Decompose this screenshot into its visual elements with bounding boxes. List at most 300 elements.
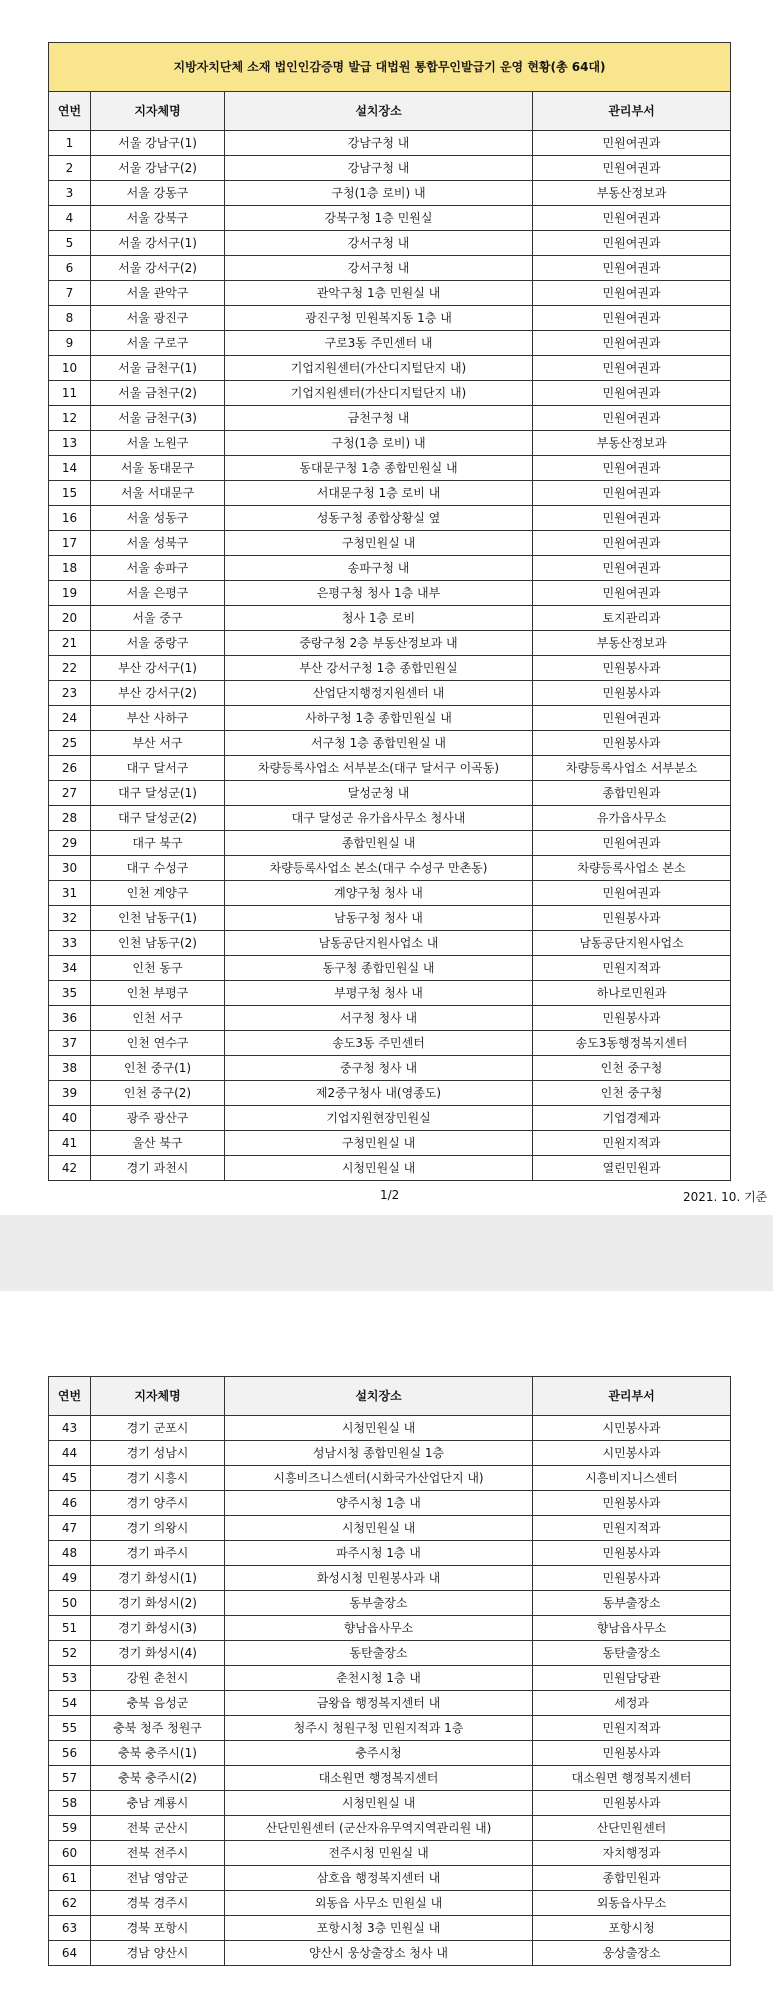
cell-department: 동부출장소	[533, 1591, 731, 1616]
cell-municipality: 서울 구로구	[91, 331, 225, 356]
cell-department: 기업경제과	[533, 1106, 731, 1131]
header-location: 설치장소	[225, 92, 533, 131]
cell-department: 남동공단지원사업소	[533, 931, 731, 956]
table-row	[49, 581, 731, 606]
table-row	[49, 206, 731, 231]
cell-department: 차량등록사업소 서부분소	[533, 756, 731, 781]
cell-department: 세정과	[533, 1691, 731, 1716]
cell-location: 포항시청 3층 민원실 내	[225, 1916, 533, 1941]
table-row	[49, 1056, 731, 1081]
table-row	[49, 1841, 731, 1866]
cell-location: 산단민원센터 (군산자유무역지역관리원 내)	[225, 1816, 533, 1841]
header-location: 설치장소	[225, 1377, 533, 1416]
cell-department: 민원담당관	[533, 1666, 731, 1691]
cell-municipality: 서울 관악구	[91, 281, 225, 306]
cell-no: 26	[49, 756, 91, 781]
cell-municipality: 대구 북구	[91, 831, 225, 856]
cell-location: 계양구청 청사 내	[225, 881, 533, 906]
cell-no: 21	[49, 631, 91, 656]
cell-department: 민원봉사과	[533, 681, 731, 706]
cell-municipality: 서울 강동구	[91, 181, 225, 206]
header-department: 관리부서	[533, 1377, 731, 1416]
cell-municipality: 서울 서대문구	[91, 481, 225, 506]
cell-no: 54	[49, 1691, 91, 1716]
cell-municipality: 전남 영암군	[91, 1866, 225, 1891]
cell-department: 민원여권과	[533, 481, 731, 506]
cell-municipality: 경기 파주시	[91, 1541, 225, 1566]
cell-no: 35	[49, 981, 91, 1006]
cell-no: 53	[49, 1666, 91, 1691]
cell-location: 구청민원실 내	[225, 1131, 533, 1156]
cell-location: 춘천시청 1층 내	[225, 1666, 533, 1691]
cell-department: 하나로민원과	[533, 981, 731, 1006]
cell-no: 10	[49, 356, 91, 381]
cell-department: 민원봉사과	[533, 1541, 731, 1566]
table-row	[49, 781, 731, 806]
cell-department: 민원봉사과	[533, 1791, 731, 1816]
cell-municipality: 서울 성북구	[91, 531, 225, 556]
cell-department: 민원여권과	[533, 331, 731, 356]
cell-location: 성동구청 종합상황실 옆	[225, 506, 533, 531]
header-no: 연번	[49, 1377, 91, 1416]
cell-municipality: 충북 음성군	[91, 1691, 225, 1716]
cell-location: 제2중구청사 내(영종도)	[225, 1081, 533, 1106]
cell-no: 17	[49, 531, 91, 556]
cell-department: 종합민원과	[533, 1866, 731, 1891]
cell-location: 강남구청 내	[225, 156, 533, 181]
cell-municipality: 서울 송파구	[91, 556, 225, 581]
table-row	[49, 631, 731, 656]
cell-department: 대소원면 행정복지센터	[533, 1766, 731, 1791]
cell-no: 56	[49, 1741, 91, 1766]
cell-location: 부평구청 청사 내	[225, 981, 533, 1006]
cell-location: 서구청 1층 종합민원실 내	[225, 731, 533, 756]
cell-location: 기업지원센터(가산디지털단지 내)	[225, 356, 533, 381]
cell-department: 민원여권과	[533, 706, 731, 731]
cell-location: 사하구청 1층 종합민원실 내	[225, 706, 533, 731]
cell-municipality: 강원 춘천시	[91, 1666, 225, 1691]
cell-no: 30	[49, 856, 91, 881]
cell-department: 유가읍사무소	[533, 806, 731, 831]
table-row	[49, 1566, 731, 1591]
cell-location: 금왕읍 행정복지센터 내	[225, 1691, 533, 1716]
table-row	[49, 406, 731, 431]
cell-location: 차량등록사업소 서부분소(대구 달서구 이곡동)	[225, 756, 533, 781]
cell-municipality: 전북 군산시	[91, 1816, 225, 1841]
cell-no: 62	[49, 1891, 91, 1916]
cell-department: 부동산정보과	[533, 181, 731, 206]
cell-municipality: 인천 계양구	[91, 881, 225, 906]
cell-no: 60	[49, 1841, 91, 1866]
cell-municipality: 서울 중구	[91, 606, 225, 631]
table-row	[49, 1816, 731, 1841]
table-row	[49, 231, 731, 256]
table-row	[49, 1131, 731, 1156]
cell-no: 50	[49, 1591, 91, 1616]
table-row	[49, 1081, 731, 1106]
cell-municipality: 부산 강서구(2)	[91, 681, 225, 706]
table-row	[49, 1691, 731, 1716]
table-row	[49, 956, 731, 981]
table-row	[49, 181, 731, 206]
cell-location: 시청민원실 내	[225, 1416, 533, 1441]
table-row	[49, 156, 731, 181]
cell-municipality: 경기 화성시(3)	[91, 1616, 225, 1641]
table-row	[49, 706, 731, 731]
cell-department: 포항시청	[533, 1916, 731, 1941]
table-row	[49, 481, 731, 506]
cell-no: 40	[49, 1106, 91, 1131]
cell-no: 18	[49, 556, 91, 581]
cell-municipality: 부산 사하구	[91, 706, 225, 731]
installation-table-page-2	[48, 1376, 731, 1966]
cell-department: 민원여권과	[533, 356, 731, 381]
cell-municipality: 경기 화성시(2)	[91, 1591, 225, 1616]
table-row	[49, 606, 731, 631]
table-row	[49, 931, 731, 956]
cell-department: 시민봉사과	[533, 1441, 731, 1466]
cell-municipality: 인천 중구(1)	[91, 1056, 225, 1081]
cell-department: 민원여권과	[533, 881, 731, 906]
cell-municipality: 경북 포항시	[91, 1916, 225, 1941]
cell-no: 3	[49, 181, 91, 206]
cell-location: 전주시청 민원실 내	[225, 1841, 533, 1866]
cell-location: 시흥비즈니스센터(시화국가산업단지 내)	[225, 1466, 533, 1491]
cell-department: 민원지적과	[533, 1131, 731, 1156]
cell-location: 성남시청 종합민원실 1층	[225, 1441, 533, 1466]
cell-no: 36	[49, 1006, 91, 1031]
cell-location: 양주시청 1층 내	[225, 1491, 533, 1516]
cell-department: 인천 중구청	[533, 1056, 731, 1081]
cell-location: 향남읍사무소	[225, 1616, 533, 1641]
cell-location: 구로3동 주민센터 내	[225, 331, 533, 356]
cell-department: 부동산정보과	[533, 631, 731, 656]
cell-department: 민원봉사과	[533, 731, 731, 756]
cell-municipality: 서울 강북구	[91, 206, 225, 231]
table-title: 지방자치단체 소재 법인인감증명 발급 대법원 통합무인발급기 운영 현황(총 64대)	[49, 43, 731, 92]
cell-location: 시청민원실 내	[225, 1156, 533, 1181]
cell-no: 63	[49, 1916, 91, 1941]
cell-no: 47	[49, 1516, 91, 1541]
cell-location: 강서구청 내	[225, 256, 533, 281]
cell-department: 민원봉사과	[533, 906, 731, 931]
cell-no: 41	[49, 1131, 91, 1156]
cell-municipality: 서울 중랑구	[91, 631, 225, 656]
cell-location: 송도3동 주민센터	[225, 1031, 533, 1056]
table-row	[49, 131, 731, 156]
cell-no: 43	[49, 1416, 91, 1441]
table-row	[49, 1641, 731, 1666]
cell-no: 11	[49, 381, 91, 406]
cell-no: 33	[49, 931, 91, 956]
cell-no: 39	[49, 1081, 91, 1106]
table-title-row	[49, 43, 731, 92]
table-row	[49, 981, 731, 1006]
table-row	[49, 656, 731, 681]
cell-municipality: 경기 화성시(1)	[91, 1566, 225, 1591]
cell-municipality: 울산 북구	[91, 1131, 225, 1156]
cell-department: 민원여권과	[533, 131, 731, 156]
cell-no: 34	[49, 956, 91, 981]
cell-location: 구청(1층 로비) 내	[225, 181, 533, 206]
table-row	[49, 1591, 731, 1616]
cell-location: 남동구청 청사 내	[225, 906, 533, 931]
cell-department: 차량등록사업소 본소	[533, 856, 731, 881]
cell-department: 시민봉사과	[533, 1416, 731, 1441]
table-row	[49, 331, 731, 356]
cell-location: 종합민원실 내	[225, 831, 533, 856]
table-row	[49, 281, 731, 306]
cell-location: 서대문구청 1층 로비 내	[225, 481, 533, 506]
cell-municipality: 경기 군포시	[91, 1416, 225, 1441]
cell-municipality: 인천 중구(2)	[91, 1081, 225, 1106]
table-row	[49, 381, 731, 406]
cell-no: 37	[49, 1031, 91, 1056]
table-row	[49, 881, 731, 906]
cell-no: 61	[49, 1866, 91, 1891]
cell-location: 광진구청 민원복지동 1층 내	[225, 306, 533, 331]
table-row	[49, 431, 731, 456]
cell-no: 23	[49, 681, 91, 706]
cell-department: 민원여권과	[533, 156, 731, 181]
cell-municipality: 충남 계룡시	[91, 1791, 225, 1816]
cell-location: 청주시 청원구청 민원지적과 1층	[225, 1716, 533, 1741]
table-row	[49, 256, 731, 281]
table-row	[49, 1891, 731, 1916]
cell-department: 민원여권과	[533, 831, 731, 856]
cell-municipality: 인천 서구	[91, 1006, 225, 1031]
cell-department: 민원봉사과	[533, 1741, 731, 1766]
cell-department: 민원여권과	[533, 281, 731, 306]
page-number: 1/2	[380, 1188, 400, 1202]
cell-no: 64	[49, 1941, 91, 1966]
cell-municipality: 경북 경주시	[91, 1891, 225, 1916]
table-row	[49, 1156, 731, 1181]
cell-municipality: 인천 남동구(2)	[91, 931, 225, 956]
cell-no: 20	[49, 606, 91, 631]
cell-location: 서구청 청사 내	[225, 1006, 533, 1031]
cell-location: 충주시청	[225, 1741, 533, 1766]
cell-location: 대구 달성군 유가읍사무소 청사내	[225, 806, 533, 831]
table-row	[49, 1516, 731, 1541]
table-row	[49, 456, 731, 481]
cell-no: 45	[49, 1466, 91, 1491]
cell-location: 산업단지행정지원센터 내	[225, 681, 533, 706]
cell-location: 시청민원실 내	[225, 1791, 533, 1816]
table-row	[49, 1866, 731, 1891]
header-department: 관리부서	[533, 92, 731, 131]
cell-municipality: 대구 달성군(1)	[91, 781, 225, 806]
header-row	[49, 92, 731, 131]
table-row	[49, 1616, 731, 1641]
cell-no: 44	[49, 1441, 91, 1466]
cell-department: 민원봉사과	[533, 1566, 731, 1591]
cell-department: 민원여권과	[533, 256, 731, 281]
cell-no: 6	[49, 256, 91, 281]
cell-municipality: 서울 강서구(1)	[91, 231, 225, 256]
cell-municipality: 서울 동대문구	[91, 456, 225, 481]
cell-department: 민원여권과	[533, 506, 731, 531]
cell-department: 민원여권과	[533, 206, 731, 231]
cell-location: 기업지원센터(가산디지털단지 내)	[225, 381, 533, 406]
cell-no: 14	[49, 456, 91, 481]
table-row	[49, 1441, 731, 1466]
cell-location: 부산 강서구청 1층 종합민원실	[225, 656, 533, 681]
cell-department: 민원봉사과	[533, 656, 731, 681]
cell-no: 55	[49, 1716, 91, 1741]
cell-location: 금천구청 내	[225, 406, 533, 431]
table-row	[49, 756, 731, 781]
table-row	[49, 1416, 731, 1441]
table-row	[49, 681, 731, 706]
cell-location: 강북구청 1층 민원실	[225, 206, 533, 231]
cell-department: 민원지적과	[533, 1516, 731, 1541]
table-row	[49, 1941, 731, 1966]
cell-location: 구청(1층 로비) 내	[225, 431, 533, 456]
cell-location: 중랑구청 2층 부동산정보과 내	[225, 631, 533, 656]
cell-municipality: 서울 금천구(1)	[91, 356, 225, 381]
cell-location: 강서구청 내	[225, 231, 533, 256]
cell-no: 22	[49, 656, 91, 681]
cell-department: 송도3동행정복지센터	[533, 1031, 731, 1056]
cell-department: 부동산정보과	[533, 431, 731, 456]
table-row	[49, 1791, 731, 1816]
cell-location: 양산시 웅상출장소 청사 내	[225, 1941, 533, 1966]
cell-department: 민원지적과	[533, 956, 731, 981]
cell-department: 민원봉사과	[533, 1491, 731, 1516]
cell-municipality: 서울 강남구(1)	[91, 131, 225, 156]
cell-location: 동부출장소	[225, 1591, 533, 1616]
cell-municipality: 서울 노원구	[91, 431, 225, 456]
cell-department: 민원여권과	[533, 531, 731, 556]
cell-no: 13	[49, 431, 91, 456]
table-row	[49, 806, 731, 831]
cell-location: 파주시청 1층 내	[225, 1541, 533, 1566]
cell-location: 동구청 종합민원실 내	[225, 956, 533, 981]
cell-municipality: 인천 남동구(1)	[91, 906, 225, 931]
cell-municipality: 서울 성동구	[91, 506, 225, 531]
cell-no: 1	[49, 131, 91, 156]
cell-no: 59	[49, 1816, 91, 1841]
cell-no: 58	[49, 1791, 91, 1816]
cell-location: 중구청 청사 내	[225, 1056, 533, 1081]
table-row	[49, 1106, 731, 1131]
cell-municipality: 인천 부평구	[91, 981, 225, 1006]
cell-municipality: 경기 과천시	[91, 1156, 225, 1181]
cell-department: 민원여권과	[533, 381, 731, 406]
table-row	[49, 1006, 731, 1031]
cell-municipality: 인천 연수구	[91, 1031, 225, 1056]
cell-location: 청사 1층 로비	[225, 606, 533, 631]
table-row	[49, 856, 731, 881]
cell-department: 민원여권과	[533, 581, 731, 606]
cell-location: 달성군청 내	[225, 781, 533, 806]
header-row	[49, 1377, 731, 1416]
table-row	[49, 531, 731, 556]
cell-no: 2	[49, 156, 91, 181]
cell-department: 민원여권과	[533, 556, 731, 581]
cell-department: 향남읍사무소	[533, 1616, 731, 1641]
table-row	[49, 1491, 731, 1516]
cell-department: 시흥비지니스센터	[533, 1466, 731, 1491]
installation-table-page-1	[48, 42, 731, 1181]
cell-no: 8	[49, 306, 91, 331]
cell-department: 산단민원센터	[533, 1816, 731, 1841]
header-municipality: 지자체명	[91, 92, 225, 131]
cell-department: 인천 중구청	[533, 1081, 731, 1106]
cell-no: 51	[49, 1616, 91, 1641]
cell-location: 기업지원현장민원실	[225, 1106, 533, 1131]
cell-no: 25	[49, 731, 91, 756]
cell-department: 민원여권과	[533, 406, 731, 431]
cell-no: 15	[49, 481, 91, 506]
cell-location: 외동읍 사무소 민원실 내	[225, 1891, 533, 1916]
cell-no: 12	[49, 406, 91, 431]
cell-municipality: 서울 은평구	[91, 581, 225, 606]
cell-location: 동탄출장소	[225, 1641, 533, 1666]
cell-no: 16	[49, 506, 91, 531]
table-row	[49, 831, 731, 856]
cell-location: 대소원면 행정복지센터	[225, 1766, 533, 1791]
cell-location: 구청민원실 내	[225, 531, 533, 556]
cell-municipality: 부산 서구	[91, 731, 225, 756]
cell-department: 웅상출장소	[533, 1941, 731, 1966]
table-row	[49, 506, 731, 531]
cell-location: 화성시청 민원봉사과 내	[225, 1566, 533, 1591]
cell-municipality: 충북 충주시(1)	[91, 1741, 225, 1766]
cell-no: 9	[49, 331, 91, 356]
header-municipality: 지자체명	[91, 1377, 225, 1416]
cell-location: 삼호읍 행정복지센터 내	[225, 1866, 533, 1891]
cell-department: 자치행정과	[533, 1841, 731, 1866]
cell-no: 7	[49, 281, 91, 306]
cell-location: 강남구청 내	[225, 131, 533, 156]
cell-municipality: 서울 금천구(3)	[91, 406, 225, 431]
cell-no: 27	[49, 781, 91, 806]
cell-no: 42	[49, 1156, 91, 1181]
cell-municipality: 대구 달서구	[91, 756, 225, 781]
cell-department: 민원여권과	[533, 456, 731, 481]
cell-no: 46	[49, 1491, 91, 1516]
cell-municipality: 서울 강남구(2)	[91, 156, 225, 181]
table-row	[49, 1766, 731, 1791]
table-row	[49, 1541, 731, 1566]
cell-no: 38	[49, 1056, 91, 1081]
header-no: 연번	[49, 92, 91, 131]
cell-no: 28	[49, 806, 91, 831]
cell-municipality: 경남 양산시	[91, 1941, 225, 1966]
cell-department: 외동읍사무소	[533, 1891, 731, 1916]
cell-no: 4	[49, 206, 91, 231]
cell-no: 29	[49, 831, 91, 856]
cell-municipality: 광주 광산구	[91, 1106, 225, 1131]
table-row	[49, 1916, 731, 1941]
table-row	[49, 1031, 731, 1056]
cell-municipality: 경기 화성시(4)	[91, 1641, 225, 1666]
table-row	[49, 1666, 731, 1691]
cell-municipality: 충북 청주 청원구	[91, 1716, 225, 1741]
cell-municipality: 충북 충주시(2)	[91, 1766, 225, 1791]
cell-no: 57	[49, 1766, 91, 1791]
cell-municipality: 대구 수성구	[91, 856, 225, 881]
cell-location: 은평구청 청사 1층 내부	[225, 581, 533, 606]
cell-no: 52	[49, 1641, 91, 1666]
table-row	[49, 731, 731, 756]
cell-department: 민원봉사과	[533, 1006, 731, 1031]
cell-no: 19	[49, 581, 91, 606]
cell-no: 48	[49, 1541, 91, 1566]
cell-municipality: 서울 금천구(2)	[91, 381, 225, 406]
